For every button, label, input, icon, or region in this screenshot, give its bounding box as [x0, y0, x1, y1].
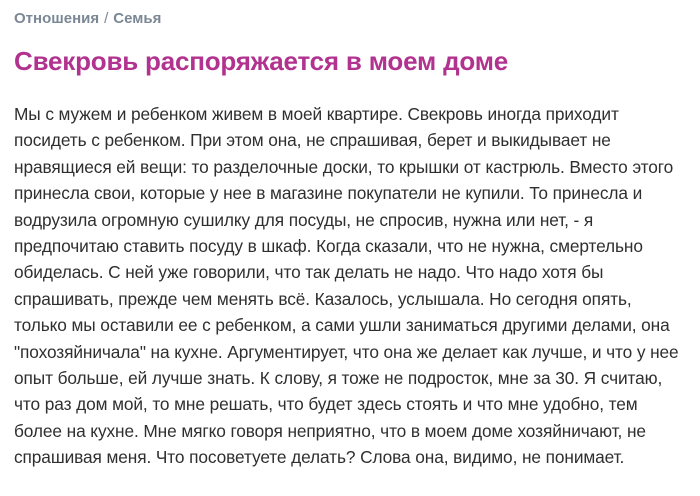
article-title: Свекровь распоряжается в моем доме: [14, 46, 509, 76]
article-body: Мы с мужем и ребенком живем в моей квартире. Свекровь иногда приходит посидеть с ребенком. При этом она, не спрашивая, берет и выкидывает не нравящиеся ей вещи: то разделочные доски, то крышки от кастрюль. Вместо этого принесла свои, которые у нее в магазине покупатели не купили. То принесла и водрузила огромную сушилку для посуды, не спросив, нужна или нет, - я предпочитаю ставить посуду в шкаф. Когда сказали, что не нужна, смертельно обиделась. С ней уже говорили, что так делать не надо. Что надо хотя бы спрашивать, прежде чем менять всё. Казалось, услышала. Но сегодня опять, только мы оставили ее с ребенком, а сами ушли заниматься другими делами, она "похозяйничала" на кухне. Аргументирует, что она же делает как лучше, и что у нее опыт больше, ей лучше знать. К слову, я тоже не подросток, мне за 30. Я считаю, что раз дом мой, то мне решать, что будет здесь стоять и что мне удобно, тем более на кухне. Мне мягко говоря неприятно, что в моем доме хозяйничают, не спрашивая меня. Что посоветуете делать? Слова она, видимо, не понимает.: [14, 104, 679, 468]
breadcrumb-link-family[interactable]: Семья: [113, 10, 162, 27]
breadcrumb-link-relationships[interactable]: Отношения: [14, 10, 100, 27]
breadcrumb: [14, 10, 685, 28]
breadcrumb-separator: /: [104, 10, 109, 27]
